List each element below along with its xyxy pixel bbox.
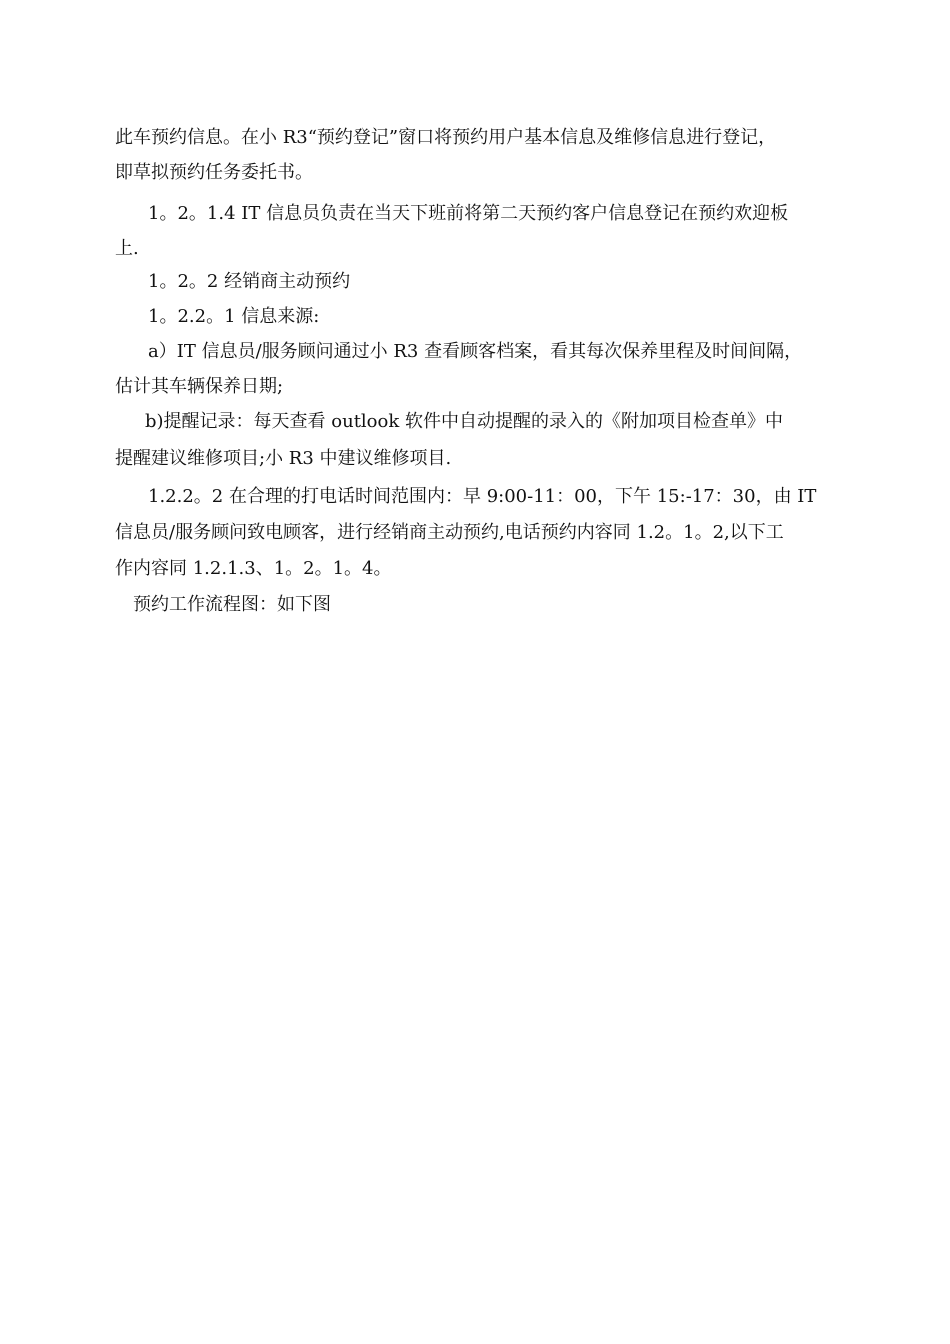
paragraph-line: 估计其车辆保养日期; <box>115 376 284 397</box>
list-item-a: a）IT 信息员/服务顾问通过小 R3 查看顾客档案，看其每次保养里程及时间间隔， <box>148 341 803 362</box>
paragraph-line: 1.2.2。2 在合理的打电话时间范围内：早 9:00-11：00，下午 15:-17：30，由 IT <box>148 486 817 507</box>
paragraph-line: 此车预约信息。在小 R3“预约登记”窗口将预约用户基本信息及维修信息进行登记， <box>115 127 777 148</box>
paragraph-line: 上. <box>115 238 139 259</box>
subsection-heading: 1。2.2。1 信息来源: <box>148 306 320 327</box>
paragraph-line: 作内容同 1.2.1.3、1。2。1。4。 <box>115 558 392 579</box>
paragraph-line: 信息员/服务顾问致电顾客，进行经销商主动预约,电话预约内容同 1.2。1。2,以下工 <box>115 522 784 543</box>
paragraph-line: 1。2。1.4 IT 信息员负责在当天下班前将第二天预约客户信息登记在预约欢迎板 <box>148 203 789 224</box>
paragraph-line: 即草拟预约任务委托书。 <box>115 162 313 183</box>
paragraph-line: 提醒建议维修项目;小 R3 中建议维修项目. <box>115 448 452 469</box>
section-heading: 1。2。2 经销商主动预约 <box>148 271 351 292</box>
list-item-b: b)提醒记录：每天查看 outlook 软件中自动提醒的录入的《附加项目检查单》中 <box>145 411 783 432</box>
figure-caption: 预约工作流程图：如下图 <box>133 594 331 615</box>
